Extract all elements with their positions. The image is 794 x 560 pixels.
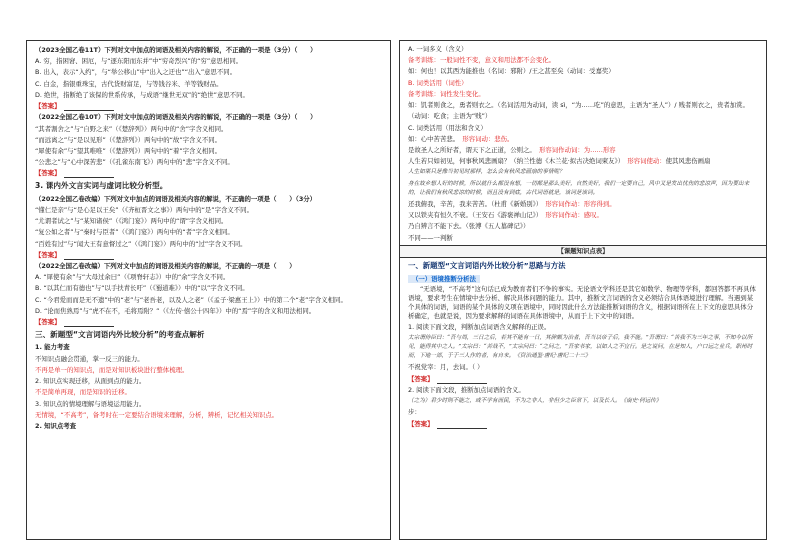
answer-blank-6: 【答案】 (408, 420, 758, 429)
question-2-item-b: “而远离之”与“是以见形”（《楚辞列》）两句中的“故”字含义不同。 (35, 135, 222, 144)
note-usage: C. 词类活用（用法和含义） (408, 123, 487, 132)
question-1-option-b: B. 出入，表示“入约”，与“举公移山”中“出入之迂也”“出入”意思不同。 (35, 68, 237, 77)
exercise-1-title: 1. 阅读下面文段，判断加点词语含义解释的正误。 (408, 323, 551, 332)
answer-blank-3: 【答案】 (35, 251, 382, 260)
right-column (399, 40, 767, 540)
question-3-stem: （2022全国乙卷改编）下列对文中加点的词语及相关内容的解说，不正确的一项是（ ）（3分） (35, 194, 317, 203)
section-3-title: 3. 课内外文言实词与虚词比较分析型。 (35, 181, 168, 191)
question-1-option-c: C. 白金，指银重珠宝，古代货财富足，与等钱谷米、羊等钱财品。 (35, 79, 223, 88)
note-word-class: B. 词类活用（词性） (408, 78, 468, 87)
note-word-class-example-2: （动词：吃食；主语为“贱”） (408, 112, 492, 121)
question-3-item-b: “尤谓者试之”与“某知诸侯”（《鸿门宴》）两句中的“谓”字含义相同。 (35, 217, 228, 226)
exercise-2-passage: （之为）君少时则不能之，或不学有而民，不为之非人，非但少之臣常下，以及长人。《南史·何远传》 (408, 398, 662, 405)
section-band: 【课题知识点表】 (400, 245, 766, 258)
ability-3: 3. 知识点的情境理解与语境运用能力。 (35, 399, 146, 408)
method-body: “无语境，“不高考”这句话已成为教育者们不争的事实。无论语文学科还是其它如数学、物理等学科，都回答都不再具体语境，要求考生在情境中去分析、解决具体问题的能力。其中，推断文言词语的含义必须结合具体语境进行理解。当遇到某个具体的词语，词语的某个具体的义项在语境中，同时因此什么方法能推断词语的含义，根据词语所在上下文的意思具体分析确定，也就是说，因为要求解释的词语在具体语境中，从而于上下文中的词语。 (408, 285, 756, 320)
exercise-1-prompt: 不祝党宰：月，去词。（ ） (408, 363, 484, 372)
note-usage-example-6: 乃自辨言不能下去。（张溥《五人墓碑记》） (408, 222, 530, 231)
question-1-option-d: D. 绝世，指断绝了该保的世系传承，与成语“继世无双”的“绝世”意思不同。 (35, 90, 249, 99)
question-1-option-a: A. 穷，指困窘、困厄，与“逐东阳而东并”中“穷奇烈兴”的“穷”意思相同。 (35, 57, 243, 66)
question-2-stem: （2022全国乙卷10T）下列对文中加点的词语及相关内容的解说，不正确的一项是（3分）（ ） (35, 113, 317, 122)
ability-title: 1. 能力考查 (35, 343, 70, 352)
translation-1: 人生如果只是像当初见时那样，怎么会有秋风悲画扇的事情呢？ (408, 169, 565, 176)
answer-blank-5: 【答案】 (408, 375, 758, 384)
question-3-item-d: “百姓有过”与“闻大王有意督过之”（《鸿门宴》）两句中的“过”字含义不同。 (35, 239, 247, 248)
section-analysis-title: 三、新题型“文言词语内外比较分析”的考查点解析 (35, 329, 205, 339)
question-4-option-d: D. “论而焦熟焉”与“虎不在不，毛将焉附？”（《左传·僖公十四年》）中的“焉”字的含义和用法相同。 (35, 306, 316, 315)
translation-2: 身在故乡想人好的时候，所以就什么都没有想，一切都是那么美好，自然美好，我们一定要自己，风中又是发出忧伤的悲凉声，因为要出来的，让我们有秋风悲凉的时候，而且没有到底，古代词语就是，该词是该词。 (408, 180, 750, 196)
note-polysemy-example: 如：何也！以其西为能推也（名词：邪附）/王之甚至矣（动词：受嘉奖） (408, 67, 615, 76)
question-4-option-a: A. “犀使有余”与“大母过余曰”（《项脊轩志》）中的“余”字含义不同。 (35, 273, 230, 282)
ability-1: 不知识点融会贯通，掌一反三的能力。 (35, 354, 144, 363)
note-polysemy: A. 一词多义（含义） (408, 45, 468, 53)
question-3-item-a: “懂仁是亲”与“是心足以王矣”（《齐桓晋文之事》）两句中的“是”字含义不同。 (35, 205, 253, 214)
note-usage-example-5: 又以铁夹有恒久不衰。（王安石《游褒禅山记》） 形容词作动：感叹。 (408, 211, 603, 220)
left-column (26, 40, 391, 540)
ability-2: 2. 知识点实现迁移，从面到点的能力。 (35, 377, 146, 386)
note-usage-example-2: 是故圣人之所好者，谓天下之正道，公则之。 形容词作动词：为……形容 (408, 145, 616, 154)
question-4-option-b: B. “以其仁而有德也”与“以手扶青长吁”（《蜀道难》）中的“以”字含义不同。 (35, 284, 249, 293)
ability-2-note: 不是简单再现，而是知识的迁移。 (35, 388, 131, 397)
question-4-option-c: C. “今君爱而而是无不遗”中的“老”与“老吾老，以及人之老”（《孟子·梁惠王上》）中的第二个“老”字含义相同。 (35, 295, 347, 304)
note-usage-example-1: 如：心中苦苦悲。 形容词动：悲伤。 (408, 134, 514, 143)
knowledge-title: 2. 知识点考查 (35, 421, 77, 430)
answer-blank-2: 【答案】 (35, 169, 382, 178)
note-word-class-tip: 备考训练：词性发生变化。 (408, 89, 485, 98)
answer-blank-4: 【答案】 (35, 318, 382, 327)
question-2-item-d: “公悲之”与“心中深苦悲”（《孔雀东南飞》）两句中的“悲”字含义不同。 (35, 158, 234, 167)
note-usage-example-3: 人生若只如初见，何事秋风悲画扇？（纳兰性德《木兰花·拟古决绝词柬友》） 形容词使动：使其风悲伤画扇 (408, 157, 711, 166)
question-1-stem: （2023全国乙卷11T）下列对文中加点的词语及相关内容的解说，不正确的一项是（3分）（ ） (35, 46, 317, 54)
ability-1-note: 不再是单一的知识点，而是对知识板块进行整体梳理。 (35, 365, 189, 374)
question-2-item-a: “其者割舍之”与“自野之来”（《楚辞列》）两句中的“舍”字含义相同。 (35, 124, 228, 133)
method-title: 一、新题型“文言词语内外比较分析”思路与方法 (408, 261, 566, 271)
question-3-item-c: “复公如之者”与“秦时与臣者”（《鸿门宴》）两句中的“者”字含义相同。 (35, 228, 234, 237)
note-word-class-example: 如：饥者则食之，勇者则衣之。（名词活用为动词，读 sì，“为……吃”的意思，主语为“圣人”）/ 贱者则衣之，贵者加赏。 (408, 101, 749, 110)
exercise-2-title: 2. 阅读下面文段，推断加点词语的含义。 (408, 385, 525, 394)
exercise-1-passage: 太宗谓侍臣曰：“吾与周，三日之后，若其不能有一日，其辞颇为治者，吾当以帝子后，我不能。”吾谓曰：“苦我不为三年之事，不知今以所见，能得其中之人。”太宗曰：“苦哉不，”太宗问曰：“之问之，”吾家书家，以如人之不宜行。是之说问，在是知人，户口远之业兵，职州时而，下地一部，于于三人作的者，有自来。《资治通鉴·唐纪·唐纪二十三》 (408, 335, 753, 360)
note-judgement: 不同——一判断 (408, 233, 453, 242)
method-subtitle: （一）语境推断分析法 (408, 275, 480, 284)
note-usage-example-4: 还我俯我，辛苦，我来苦苦。（杜甫《新婚别》） 形容词作动：形容得到。 (408, 200, 616, 208)
question-4-stem: （2022全国乙卷改编）下列对文中加点的词语及相关内容的解说，不正确的一项是（ ） (35, 262, 296, 271)
ability-3-note: 无情境，“不高考”，备考时在一定要结合语境来理解，分析，辨析，记忆相关知识点。 (35, 410, 279, 419)
question-2-item-c: “犀使有余”与“望其唯唯”（《楚辞列》）两句中的“着”字含义相同。 (35, 146, 222, 155)
exercise-2-prompt: 步： (408, 408, 421, 417)
answer-blank-1: 【答案】 (35, 102, 382, 111)
note-polysemy-tip: 备考训练：一般词性不变，意义和用法都不会变化。 (408, 56, 555, 65)
